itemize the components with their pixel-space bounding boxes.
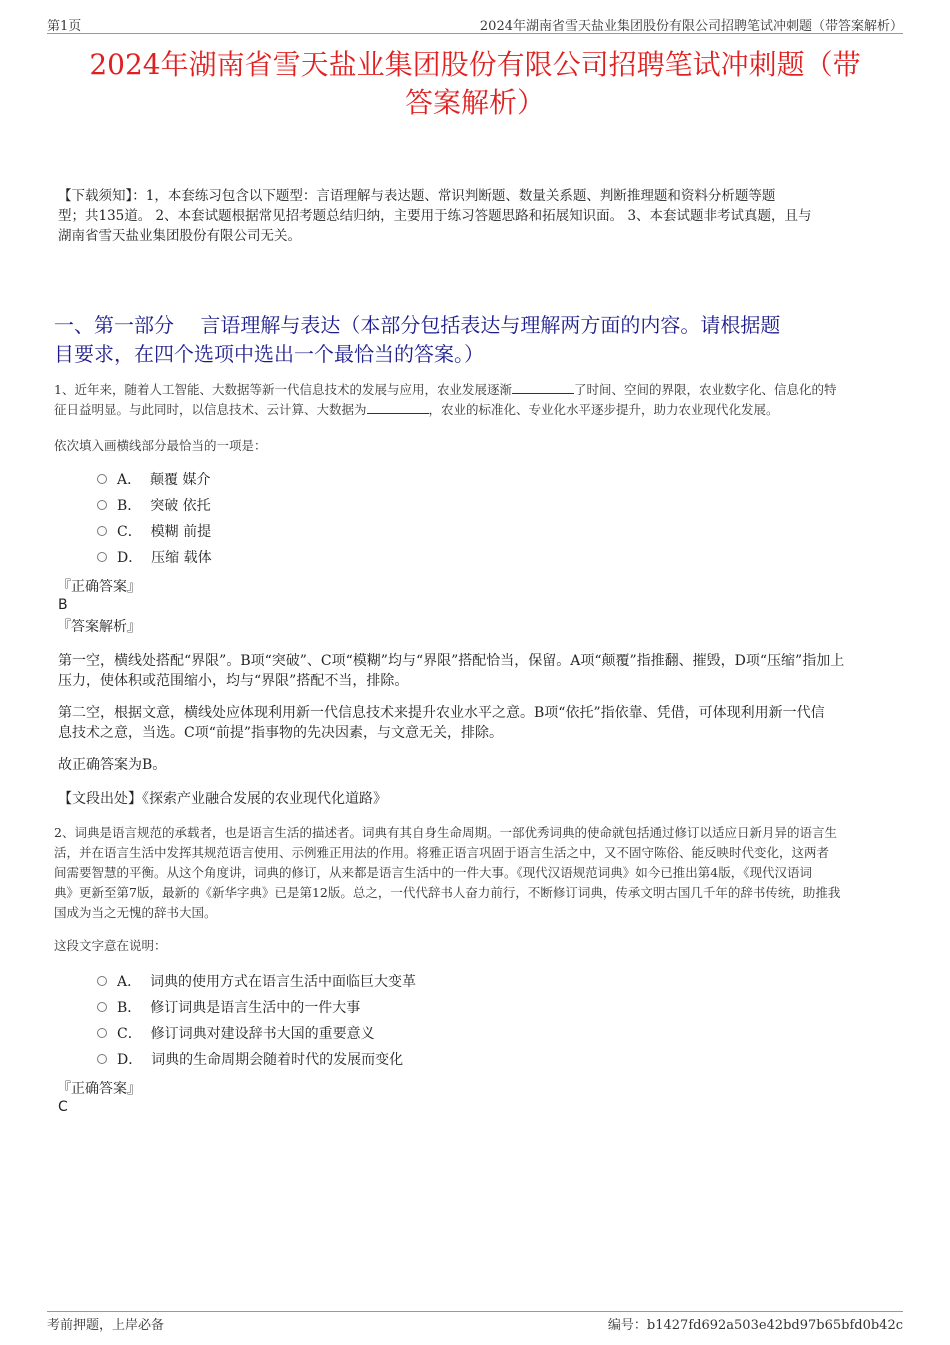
q1-answer: B <box>58 597 68 613</box>
q1-text-part-4: ，农业的标准化、专业化水平逐步提升，助力农业现代化发展。 <box>428 402 779 417</box>
notice-line-2: 型；共135道。 2、本套试题根据常见招考题总结归纳，主要用于练习答题思路和拓展知识面。 3、本套试题非考试真题，且与 <box>58 208 812 224</box>
footer-divider <box>47 1311 903 1312</box>
q1-option-a[interactable] <box>97 471 210 489</box>
q2-answer: C <box>58 1099 68 1115</box>
notice-line-3: 湖南省雪天盐业集团股份有限公司无关。 <box>58 228 301 244</box>
analysis2-line-1: 第二空，根据文意，横线处应体现利用新一代信息技术来提升农业水平之意。B项“依托”指依靠、凭借，可体现利用新一代信 <box>58 705 825 721</box>
radio-icon[interactable] <box>97 1054 107 1064</box>
option-letter: B． <box>117 498 142 514</box>
q1-prompt: 依次填入画横线部分最恰当的一项是： <box>54 438 267 453</box>
radio-icon[interactable] <box>97 976 107 986</box>
option-text: 突破 依托 <box>150 498 211 514</box>
header-divider <box>47 33 903 34</box>
radio-icon[interactable] <box>97 1002 107 1012</box>
q1-option-b[interactable] <box>97 497 211 515</box>
q2-line-1: 2、词典是语言规范的承载者，也是语言生活的描述者。词典有其自身生命周期。一部优秀词典的使命就包括通过修订以适应日新月异的语言生 <box>54 825 837 840</box>
radio-icon[interactable] <box>97 1028 107 1038</box>
q2-line-3: 间需要智慧的平衡。从这个角度讲，词典的修订，从来都是语言生活中的一件大事。《现代汉语规范词典》如今已推出第4版，《现代汉语词 <box>54 865 812 880</box>
q2-option-c[interactable] <box>97 1025 375 1043</box>
option-text: 压缩 载体 <box>151 550 212 566</box>
analysis1-line-2: 压力，使体积或范围缩小，均与“界限”搭配不当，排除。 <box>58 673 409 689</box>
q1-answer-label: 『正确答案』 <box>57 579 141 595</box>
title-line-2: 答案解析） <box>404 86 545 119</box>
radio-icon[interactable] <box>97 552 107 562</box>
section-heading <box>54 311 914 369</box>
option-letter: B． <box>117 1000 142 1016</box>
analysis2-line-2: 息技术之意，当选。C项“前提”指事物的先决因素，与文意无关，排除。 <box>58 725 504 741</box>
option-letter: D． <box>117 550 143 566</box>
option-text: 模糊 前提 <box>150 524 212 540</box>
q2-option-a[interactable] <box>97 973 416 991</box>
radio-icon[interactable] <box>97 500 107 510</box>
option-text: 颠覆 媒介 <box>150 472 211 488</box>
option-letter: A． <box>117 472 142 488</box>
header-doc-title: 2024年湖南省雪天盐业集团股份有限公司招聘笔试冲刺题（带答案解析） <box>479 19 903 34</box>
section-line-1: 一、第一部分 言语理解与表达（本部分包括表达与理解两方面的内容。请根据题 <box>54 313 781 337</box>
document-title <box>40 46 910 122</box>
radio-icon[interactable] <box>97 526 107 536</box>
q2-option-b[interactable] <box>97 999 360 1017</box>
footer-slogan: 考前押题，上岸必备 <box>47 1318 165 1333</box>
q1-option-d[interactable] <box>97 549 212 567</box>
option-text: 词典的使用方式在语言生活中面临巨大变革 <box>150 974 417 990</box>
q1-text-part-3: 征日益明显。与此同时，以信息技术、云计算、大数据为 <box>54 402 367 417</box>
option-letter: D． <box>117 1052 143 1068</box>
option-letter: A． <box>117 974 142 990</box>
q2-line-2: 活，并在语言生活中发挥其规范语言使用、示例雅正用法的作用。将雅正语言巩固于语言生活之中，又不固守陈俗、能反映时代变化，这两者 <box>54 845 830 860</box>
question-2-text <box>54 823 914 923</box>
q1-text-part-2: 了时间、空间的界限，农业数字化、信息化的特 <box>573 382 837 397</box>
download-notice <box>58 186 908 246</box>
q2-line-5: 国成为当之无愧的辞书大国。 <box>54 905 217 920</box>
q1-text-part-1: 1、近年来，随着人工智能、大数据等新一代信息技术的发展与应用，农业发展逐渐 <box>54 382 512 397</box>
q2-option-d[interactable] <box>97 1051 403 1069</box>
q1-conclusion: 故正确答案为B。 <box>58 757 167 773</box>
blank-2 <box>367 401 429 414</box>
q1-analysis-paragraph-1 <box>58 651 908 691</box>
q1-analysis-label: 『答案解析』 <box>57 619 141 635</box>
q2-answer-label: 『正确答案』 <box>57 1081 141 1097</box>
q2-line-4: 典》更新至第7版，最新的《新华字典》已是第12版。总之，一代代辞书人奋力前行，不断修订词典，传承文明古国几千年的辞书传统，助推我 <box>54 885 841 900</box>
q1-source: 【文段出处】《探索产业融合发展的农业现代化道路》 <box>58 791 387 807</box>
option-letter: C． <box>117 1026 142 1042</box>
option-text: 词典的生命周期会随着时代的发展而变化 <box>151 1052 404 1068</box>
title-line-1: 2024年湖南省雪天盐业集团股份有限公司招聘笔试冲刺题（带 <box>89 48 861 81</box>
footer-doc-id: 编号：b1427fd692a503e42bd97b65bfd0b42c <box>607 1318 903 1333</box>
q2-prompt: 这段文字意在说明： <box>54 938 167 953</box>
option-text: 修订词典对建设辞书大国的重要意义 <box>150 1026 375 1042</box>
option-letter: C． <box>117 524 142 540</box>
option-text: 修订词典是语言生活中的一件大事 <box>150 1000 361 1016</box>
section-line-2: 目要求，在四个选项中选出一个最恰当的答案。） <box>54 342 484 366</box>
q1-analysis-paragraph-2 <box>58 703 908 743</box>
question-1-text <box>54 380 914 420</box>
notice-line-1: 【下载须知】：1，本套练习包含以下题型：言语理解与表达题、常识判断题、数量关系题、判断推理题和资料分析题等题 <box>58 188 776 204</box>
page-number: 第1页 <box>47 19 82 34</box>
analysis1-line-1: 第一空，横线处搭配“界限”。B项“突破”、C项“模糊”均与“界限”搭配恰当，保留。A项“颠覆”指推翻、摧毁，D项“压缩”指加上 <box>58 653 845 669</box>
blank-1 <box>512 381 574 394</box>
radio-icon[interactable] <box>97 474 107 484</box>
q1-option-c[interactable] <box>97 523 211 541</box>
